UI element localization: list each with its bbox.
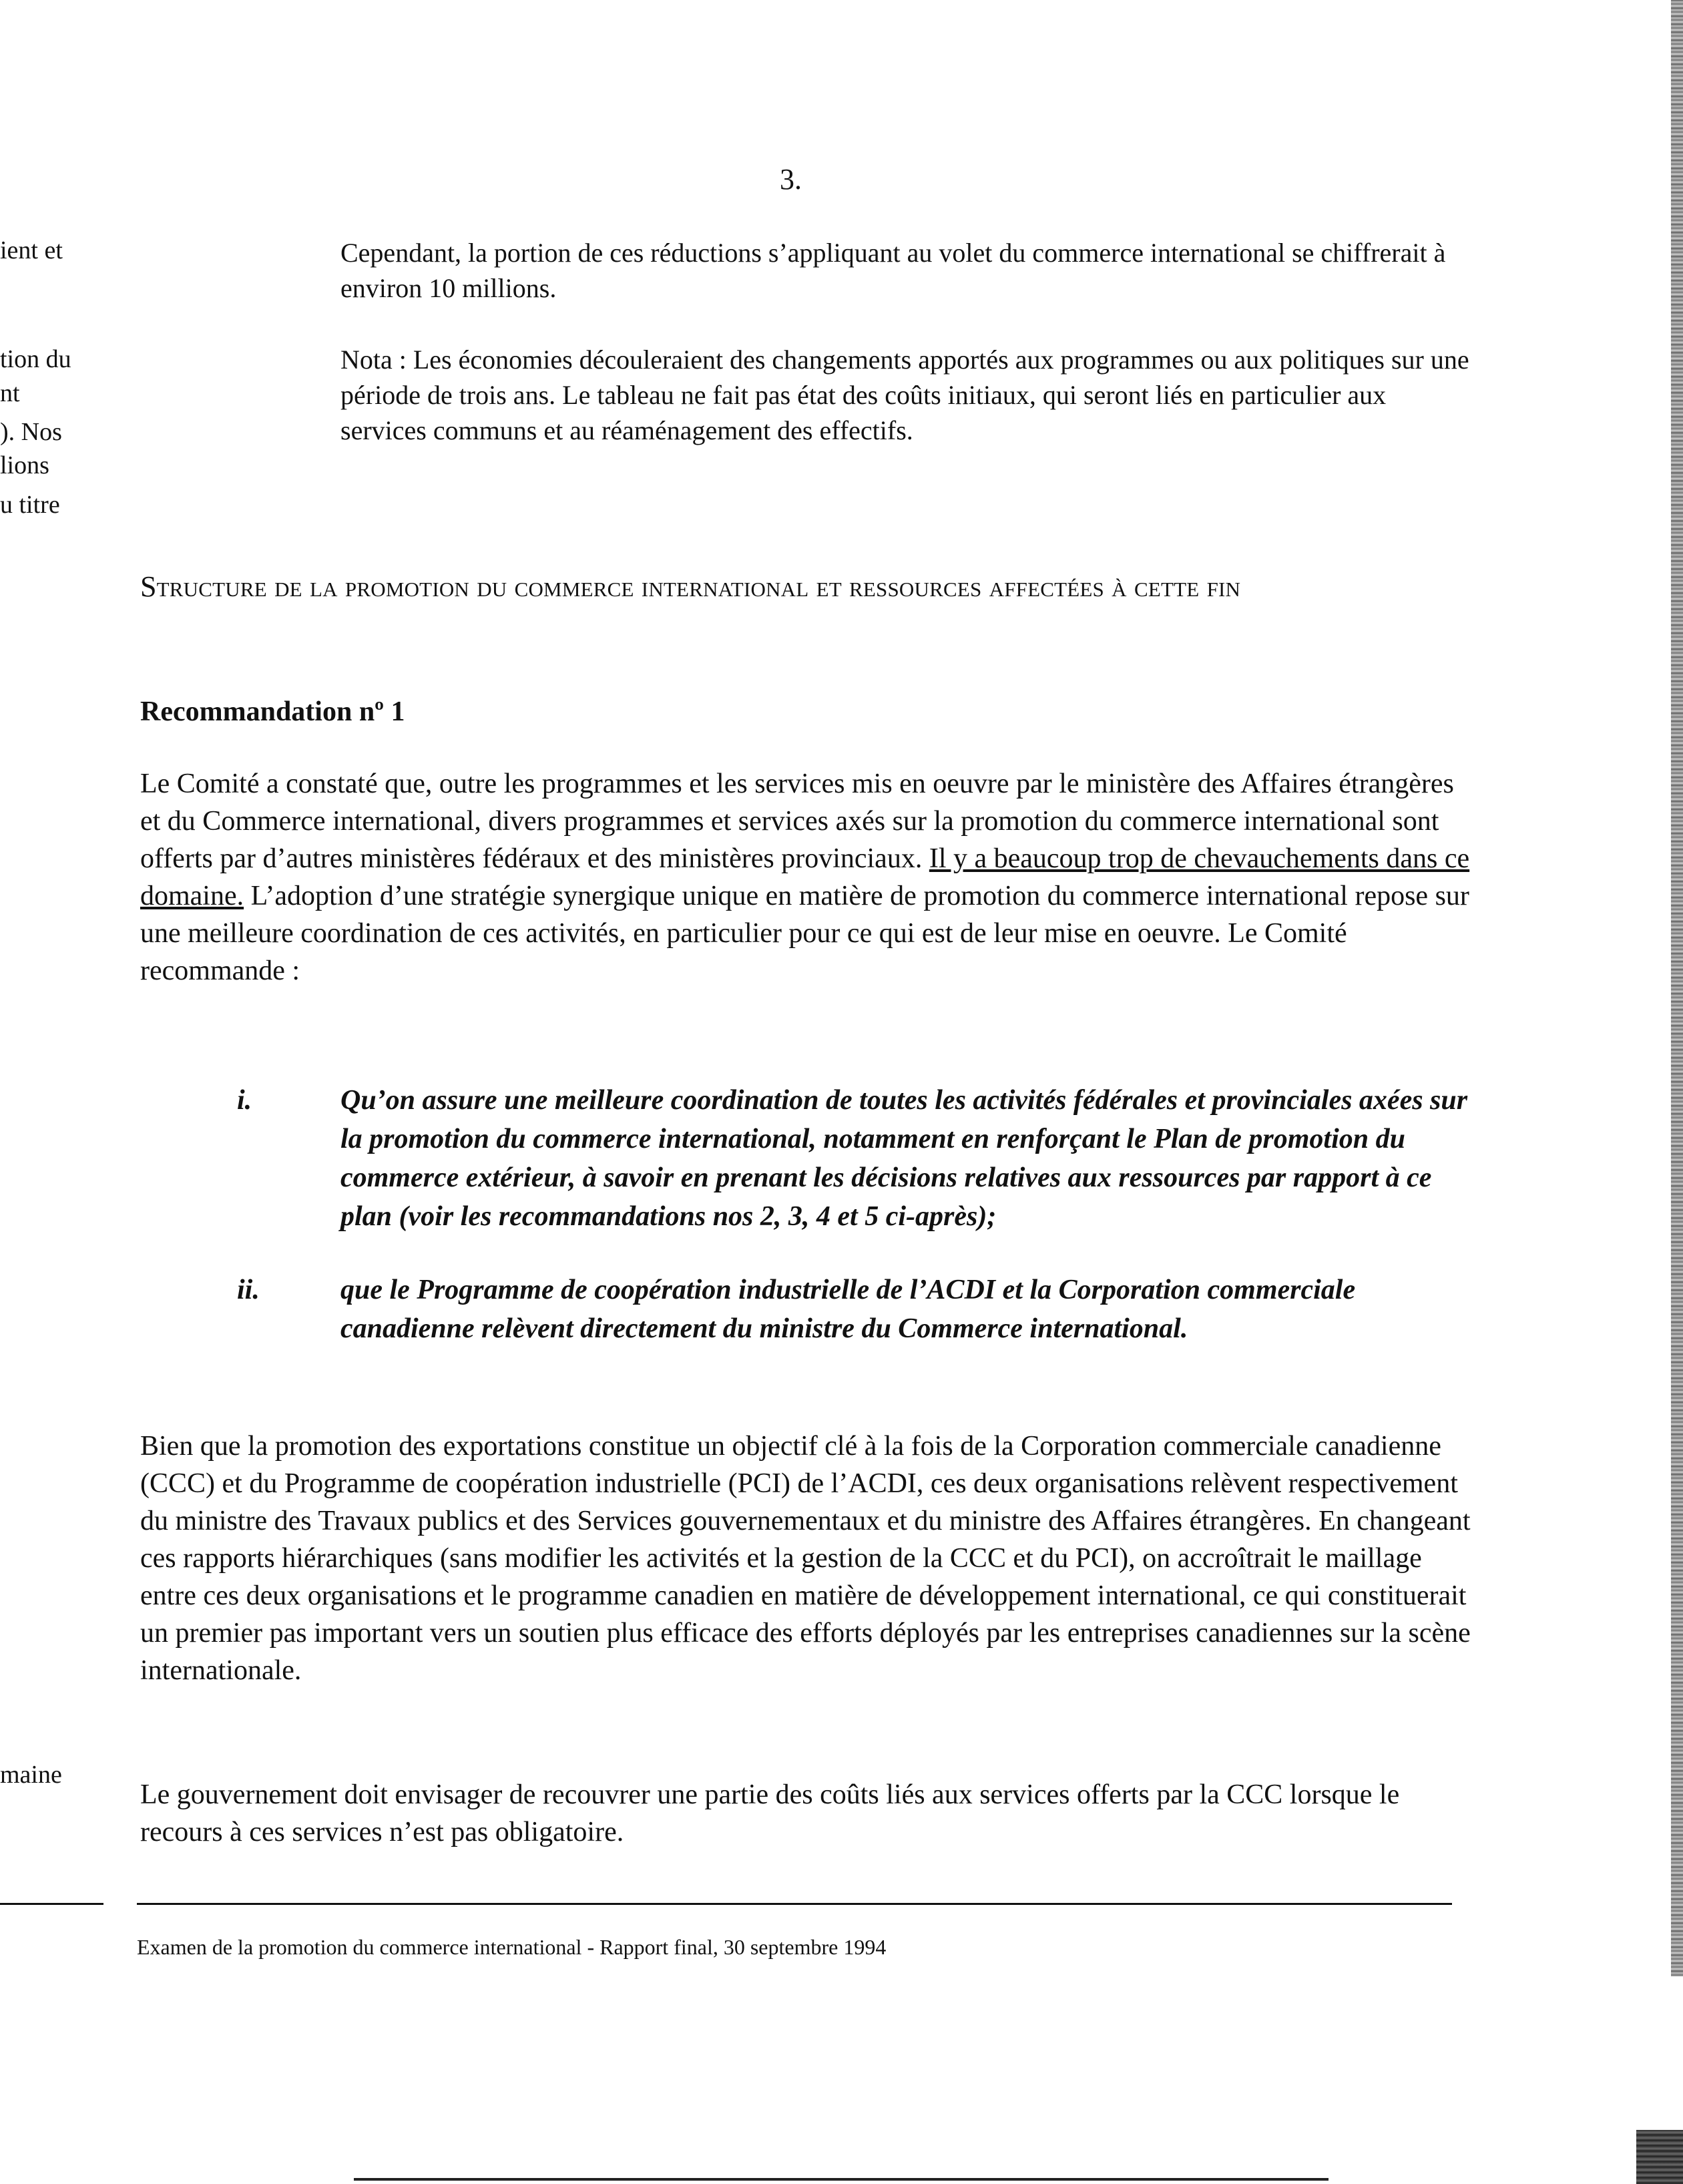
ccc-paragraph <box>140 1428 1475 1689</box>
footer-text: Examen de la promotion du commerce international - Rapport final, 30 septembre 1994 <box>137 1935 887 1959</box>
recommendation-text: que le Programme de coopération industrielle de l’ACDI et la Corporation commerciale canadienne relèvent directement du ministre du Commerce international. <box>340 1275 1356 1344</box>
recommendation-marker: i. <box>237 1085 252 1116</box>
margin-fragment: u titre <box>0 491 60 519</box>
cost-recovery-paragraph <box>140 1776 1475 1851</box>
cost-recovery-paragraph-text: Le gouvernement doit envisager de recouvrer une partie des coûts liés aux services offerts par la CCC lorsque le recours à ces services n’est pas obligatoire. <box>140 1779 1400 1847</box>
recommendation-marker: ii. <box>237 1275 260 1305</box>
committee-text-end: L’adoption d’une stratégie synergique unique en matière de promotion du commerce international repose sur une meilleure coordination de ces activités, en particulier pour ce qui est de leur mise en oeuvre. Le Comité recommande : <box>140 881 1469 986</box>
nota-paragraph-text: Nota : Les économies découleraient des changements apportés aux programmes ou aux politiques sur une période de trois ans. Le tableau ne fait pas état des coûts initiaux, qui seront liés en particulier aux services communs et au réaménagement des effectifs. <box>340 345 1469 445</box>
recommendation-text: Qu’on assure une meilleure coordination de toutes les activités fédérales et provinciales axées sur la promotion du commerce international, notamment en renforçant le Plan de promotion du commerce extérieur, à savoir en prenant les décisions relatives aux ressources par rapport à ce plan (voir les recommandations nos 2, 3, 4 et 5 ci-après); <box>340 1085 1468 1232</box>
committee-paragraph-text <box>140 765 1475 990</box>
scan-corner <box>1636 2130 1683 2184</box>
committee-paragraph <box>140 765 1475 990</box>
section-heading: Structure de la promotion du commerce international et ressources affectées à cette fin <box>140 570 1241 603</box>
footer-rule-left <box>0 1903 103 1905</box>
margin-fragment: ). Nos <box>0 418 62 446</box>
committee-text-start: Le Comité a constaté que, outre les programmes et les services mis en oeuvre par le ministère des Affaires étrangères et du Commerce international, divers programmes et services axés sur la promotion du commerce international sont offerts par d’autres ministères fédéraux et des ministères provinciaux. <box>140 769 1454 874</box>
intro-paragraph <box>340 235 1475 306</box>
nota-paragraph <box>340 342 1475 448</box>
margin-fragment: lions <box>0 451 49 479</box>
intro-paragraph-text: Cependant, la portion de ces réductions s’appliquant au volet du commerce international se chiffrerait à environ 10 millions. <box>340 238 1446 303</box>
page-number: 3. <box>780 163 802 196</box>
scan-edge <box>1671 0 1683 1976</box>
margin-fragment: nt <box>0 379 20 407</box>
footer-rule <box>137 1903 1452 1905</box>
ccc-paragraph-text: Bien que la promotion des exportations constitue un objectif clé à la fois de la Corporation commerciale canadienne (CCC) et du Programme de coopération industrielle (PCI) de l’ACDI, ces deux organisations relèvent respectivement du ministre des Travaux publics et des Services gouvernementaux et du ministre des Affaires étrangères. En changeant ces rapports hiérarchiques (sans modifier les activités et la gestion de la CCC et du PCI), on accroîtrait le maillage entre ces deux organisations et le programme canadien en matière de développement international, ce qui constituerait un premier pas important vers un soutien plus efficace des efforts déployés par les entreprises canadiennes sur la scène internationale. <box>140 1431 1471 1686</box>
recommendation-title: Recommandation nº 1 <box>140 696 405 727</box>
overlap-statement: Il y a beaucoup trop de chevauchements dans ce domaine. <box>140 843 1470 911</box>
margin-fragment: tion du <box>0 345 71 373</box>
margin-fragment: ient et <box>0 236 63 264</box>
margin-fragment: maine <box>0 1761 62 1789</box>
scan-bottom-line <box>354 2178 1329 2181</box>
